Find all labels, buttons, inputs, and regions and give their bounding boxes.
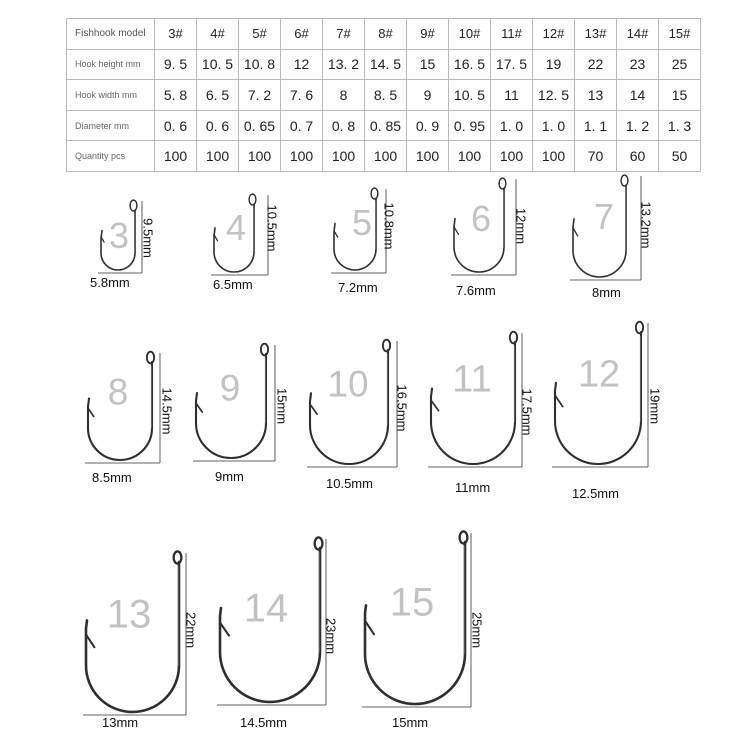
table-cell: 1. 2 — [617, 110, 659, 141]
hook-eye — [261, 344, 268, 356]
width-label: 12.5mm — [572, 486, 619, 501]
row-label: Hook height mm — [67, 49, 155, 80]
model-cell: 9# — [407, 19, 449, 50]
table-cell: 13. 2 — [323, 49, 365, 80]
height-label: 14.5mm — [159, 387, 175, 435]
hook-number-label: 8 — [107, 371, 129, 413]
model-cell: 3# — [155, 19, 197, 50]
width-label: 8.5mm — [92, 470, 132, 485]
hook-barb — [220, 623, 229, 636]
table-cell: 17. 5 — [491, 49, 533, 80]
width-label: 9mm — [215, 469, 244, 484]
height-label: 9.5mm — [140, 218, 156, 258]
hook-8 — [85, 352, 175, 485]
width-label: 5.8mm — [90, 275, 130, 290]
table-cell: 100 — [491, 141, 533, 172]
table-cell: 0. 65 — [239, 110, 281, 141]
model-cell: 7# — [323, 19, 365, 50]
hook-number-label: 14 — [243, 586, 289, 631]
hook-eye — [249, 194, 256, 205]
table-cell: 70 — [575, 141, 617, 172]
hook-eye — [510, 332, 517, 344]
height-label: 17.5mm — [519, 388, 535, 436]
hook-body — [86, 562, 179, 712]
table-cell: 100 — [281, 141, 323, 172]
width-label: 7.2mm — [338, 280, 378, 295]
table-cell: 100 — [239, 141, 281, 172]
hook-number-label: 6 — [470, 197, 492, 239]
table-cell: 1. 3 — [659, 110, 701, 141]
hook-number-label: 3 — [108, 214, 130, 256]
hook-5 — [331, 188, 397, 295]
table-cell: 5. 8 — [155, 80, 197, 111]
table-cell: 14. 5 — [365, 49, 407, 80]
hook-eye — [636, 322, 643, 334]
width-label: 14.5mm — [240, 715, 287, 730]
model-cell: 8# — [365, 19, 407, 50]
hook-body — [555, 332, 641, 464]
table-cell: 1. 1 — [575, 110, 617, 141]
hook-eye — [383, 340, 390, 352]
width-label: 15mm — [392, 715, 429, 730]
hook-number-label: 11 — [452, 358, 492, 401]
table-cell: 0. 6 — [197, 110, 239, 141]
width-label: 7.6mm — [456, 283, 496, 298]
row-label: Hook width mm — [67, 80, 155, 111]
model-cell: 6# — [281, 19, 323, 50]
table-cell: 1. 0 — [491, 110, 533, 141]
table-cell: 100 — [197, 141, 239, 172]
hook-eye — [621, 175, 628, 186]
table-cell: 12 — [281, 49, 323, 80]
table-cell: 12. 5 — [533, 80, 575, 111]
table-cell: 14 — [617, 80, 659, 111]
height-label: 22mm — [183, 611, 199, 649]
hook-number-label: 9 — [219, 367, 241, 409]
height-label: 16.5mm — [394, 384, 410, 432]
table-cell: 100 — [323, 141, 365, 172]
table-cell: 50 — [659, 141, 701, 172]
hook-eye — [499, 178, 506, 189]
width-label: 11mm — [455, 480, 491, 495]
model-cell: 14# — [617, 19, 659, 50]
height-label: 15mm — [274, 387, 290, 425]
hook-10 — [307, 340, 410, 491]
table-cell: 0. 85 — [365, 110, 407, 141]
height-label: 10.8mm — [381, 202, 397, 250]
table-cell: 23 — [617, 49, 659, 80]
hook-9 — [193, 344, 290, 484]
hook-4 — [211, 194, 280, 292]
width-label: 6.5mm — [213, 277, 253, 292]
table-cell: 8 — [323, 80, 365, 111]
hook-14 — [217, 537, 339, 730]
table-cell: 16. 5 — [449, 49, 491, 80]
width-label: 8mm — [592, 285, 621, 300]
model-cell: 11# — [491, 19, 533, 50]
table-cell: 0. 8 — [323, 110, 365, 141]
table-cell: 10. 5 — [197, 49, 239, 80]
table-cell: 15 — [659, 80, 701, 111]
hook-barb — [310, 404, 317, 414]
table-cell: 7. 6 — [281, 80, 323, 111]
row-label: Quantity pcs — [67, 141, 155, 172]
table-cell: 1. 0 — [533, 110, 575, 141]
hook-eye — [147, 352, 154, 364]
hook-15 — [362, 531, 485, 730]
table-header-label: Fishhook model — [67, 19, 155, 50]
table-cell: 10. 8 — [239, 49, 281, 80]
width-label: 13mm — [102, 715, 139, 730]
hook-6 — [451, 178, 529, 298]
hook-13 — [83, 551, 199, 730]
height-label: 19mm — [647, 387, 663, 425]
table-cell: 0. 7 — [281, 110, 323, 141]
table-cell: 60 — [617, 141, 659, 172]
height-label: 25mm — [469, 611, 485, 649]
table-cell: 22 — [575, 49, 617, 80]
table-cell: 7. 2 — [239, 80, 281, 111]
model-cell: 4# — [197, 19, 239, 50]
table-cell: 9. 5 — [155, 49, 197, 80]
hook-number-label: 10 — [327, 363, 369, 405]
table-cell: 6. 5 — [197, 80, 239, 111]
hook-number-label: 15 — [389, 580, 435, 625]
table-cell: 100 — [407, 141, 449, 172]
table-cell: 100 — [155, 141, 197, 172]
hook-eye — [130, 200, 137, 211]
table-cell: 25 — [659, 49, 701, 80]
table-cell: 10. 5 — [449, 80, 491, 111]
table-cell: 15 — [407, 49, 449, 80]
hook-barb — [555, 395, 563, 406]
model-cell: 13# — [575, 19, 617, 50]
model-cell: 5# — [239, 19, 281, 50]
hook-12 — [552, 322, 663, 501]
table-cell: 13 — [575, 80, 617, 111]
hook-number-label: 4 — [225, 206, 247, 248]
model-cell: 10# — [449, 19, 491, 50]
hook-barb — [365, 621, 374, 635]
hook-number-label: 7 — [593, 195, 615, 237]
table-cell: 0. 95 — [449, 110, 491, 141]
model-cell: 15# — [659, 19, 701, 50]
hook-number-label: 12 — [577, 353, 621, 396]
table-cell: 11 — [491, 80, 533, 111]
table-cell: 0. 9 — [407, 110, 449, 141]
table-cell: 100 — [533, 141, 575, 172]
hook-number-label: 13 — [106, 592, 152, 637]
hook-7 — [570, 175, 654, 300]
table-cell: 8. 5 — [365, 80, 407, 111]
height-label: 12mm — [513, 207, 529, 245]
height-label: 10.5mm — [264, 204, 280, 252]
model-cell: 12# — [533, 19, 575, 50]
hook-11 — [428, 332, 535, 495]
hook-3 — [90, 200, 156, 290]
height-label: 13.2mm — [638, 201, 654, 249]
table-cell: 9 — [407, 80, 449, 111]
row-label: Diameter mm — [67, 110, 155, 141]
hook-number-label: 5 — [351, 201, 373, 243]
table-cell: 100 — [365, 141, 407, 172]
table-cell: 100 — [449, 141, 491, 172]
hook-barb — [431, 400, 439, 410]
hook-eye — [371, 188, 378, 199]
table-cell: 0. 6 — [155, 110, 197, 141]
table-cell: 19 — [533, 49, 575, 80]
width-label: 10.5mm — [326, 476, 373, 491]
height-label: 23mm — [323, 617, 339, 655]
